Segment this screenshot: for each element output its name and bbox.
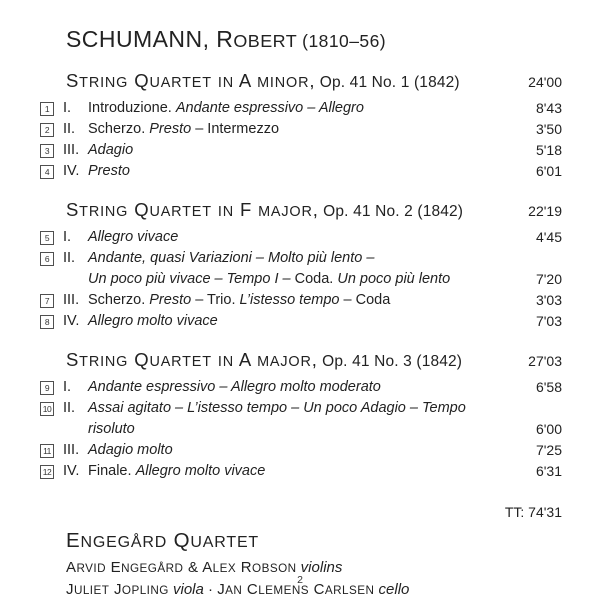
page-content — [40, 0, 562, 595]
total-time: TT: 74'31 — [504, 504, 562, 520]
title-segment: Un poco più lento — [337, 271, 451, 287]
track-duration: 7'03 — [535, 313, 562, 329]
work-section — [40, 198, 562, 332]
track-title — [88, 119, 512, 140]
work-opus: Op. 41 No. 1 (1842) — [319, 74, 460, 91]
work-heading-text — [66, 348, 462, 374]
movement-numeral: III. — [63, 142, 80, 158]
ensemble-name: ENGEGÅRD QUARTET — [66, 529, 260, 552]
title-segment: Assai agitato – L’istesso tempo – Un poco Adagio – Tempo risoluto — [88, 400, 466, 437]
track-number-box: 5 — [40, 231, 54, 245]
track-row — [40, 248, 562, 290]
movement-numeral: III. — [63, 292, 80, 308]
track-duration: 3'03 — [535, 292, 562, 308]
title-segment: – Trio. — [191, 292, 240, 308]
work-heading — [40, 198, 562, 224]
track-title — [88, 377, 512, 398]
title-segment: Allegro vivace — [88, 229, 179, 245]
works-list — [40, 69, 562, 482]
movement-numeral: IV. — [63, 463, 80, 479]
name-text: JAN CLEMENS CARLSEN — [217, 581, 375, 595]
track-number-cell — [40, 461, 63, 482]
title-segment: · — [203, 581, 218, 595]
track-duration: 4'45 — [535, 229, 562, 245]
movement-numeral: II. — [63, 400, 76, 416]
track-title — [88, 290, 512, 311]
movement-numeral: I. — [63, 379, 72, 395]
composer-heading — [40, 26, 562, 53]
track-title — [88, 98, 512, 119]
track-duration: 3'50 — [535, 121, 562, 137]
title-segment: Presto — [149, 121, 192, 137]
title-segment: Allegro molto vivace — [135, 463, 266, 479]
track-title-line — [88, 398, 512, 440]
track-title-line — [88, 311, 512, 332]
page-number: 2 — [297, 574, 303, 586]
title-segment: viola — [168, 581, 204, 595]
title-segment: cello — [374, 581, 410, 595]
track-number-cell — [40, 440, 63, 461]
track-number-cell — [40, 227, 63, 248]
track-duration: 8'43 — [535, 100, 562, 116]
work-section — [40, 348, 562, 482]
movement-numeral: I. — [63, 229, 72, 245]
track-duration: 7'20 — [535, 271, 562, 287]
name-text: JULIET JOPLING — [66, 581, 169, 595]
track-duration: 6'58 — [535, 379, 562, 395]
title-segment: Un poco più vivace – Tempo I – — [88, 271, 295, 287]
name-text: ARVID ENGEGÅRD & ALEX ROBSON — [66, 559, 297, 576]
track-title-line — [88, 290, 512, 311]
track-row — [40, 227, 562, 248]
track-title-line — [88, 377, 512, 398]
movement-numeral: III. — [63, 442, 80, 458]
track-number-box: 8 — [40, 315, 54, 329]
track-number-box: 4 — [40, 165, 54, 179]
track-number-cell — [40, 248, 63, 290]
track-row — [40, 398, 562, 440]
track-title-line — [88, 98, 512, 119]
movement-numeral: II. — [63, 250, 76, 266]
track-row — [40, 140, 562, 161]
track-number-cell — [40, 398, 63, 440]
track-number-box: 11 — [40, 444, 54, 458]
track-title — [88, 311, 512, 332]
composer-name: SCHUMANN, ROBERT — [66, 26, 298, 52]
title-segment: Presto — [88, 163, 130, 179]
track-number-cell — [40, 311, 63, 332]
title-segment: Scherzo. — [88, 292, 150, 308]
track-title-line — [88, 161, 512, 182]
track-title-line — [88, 227, 512, 248]
track-duration: 5'18 — [535, 142, 562, 158]
work-heading — [40, 348, 562, 374]
work-heading — [40, 69, 562, 95]
track-title — [88, 227, 512, 248]
track-duration: 7'25 — [535, 442, 562, 458]
track-title — [88, 161, 512, 182]
title-segment: Coda. — [294, 271, 338, 287]
composer-dates: (1810–56) — [302, 31, 387, 51]
track-title-line — [88, 140, 512, 161]
track-title — [88, 140, 512, 161]
work-heading-text — [66, 69, 460, 95]
track-number-cell — [40, 290, 63, 311]
track-title — [88, 248, 512, 290]
track-title — [88, 398, 512, 440]
track-row — [40, 377, 562, 398]
title-segment: Scherzo. — [88, 121, 150, 137]
track-number-box: 7 — [40, 294, 54, 308]
movement-numeral: IV. — [63, 163, 80, 179]
track-row — [40, 98, 562, 119]
title-segment: – Coda — [339, 292, 391, 308]
title-segment: L’istesso tempo — [239, 292, 340, 308]
track-row — [40, 119, 562, 140]
movement-numeral: IV. — [63, 313, 80, 329]
track-duration: 6'01 — [535, 163, 562, 179]
title-segment: – Intermezzo — [191, 121, 280, 137]
track-number-box: 10 — [40, 402, 54, 416]
track-title-line — [88, 119, 512, 140]
track-number-cell — [40, 377, 63, 398]
title-segment: Presto — [149, 292, 192, 308]
work-title: STRING QUARTET IN A MAJOR, — [66, 349, 318, 370]
work-heading-text — [66, 198, 463, 224]
work-title: STRING QUARTET IN F MAJOR, — [66, 199, 319, 220]
track-title-line — [88, 440, 512, 461]
work-opus: Op. 41 No. 3 (1842) — [322, 353, 463, 370]
track-number-box: 6 — [40, 252, 54, 266]
work-title: STRING QUARTET IN A MINOR, — [66, 70, 316, 91]
movement-numeral: I. — [63, 100, 72, 116]
track-number-cell — [40, 161, 63, 182]
track-number-cell — [40, 140, 63, 161]
track-number-box: 12 — [40, 465, 54, 479]
track-duration: 6'00 — [535, 421, 562, 437]
title-segment: Andante espressivo – Allegro — [175, 100, 364, 116]
track-title-line — [88, 461, 512, 482]
track-number-box: 9 — [40, 381, 54, 395]
title-segment: Allegro molto vivace — [88, 313, 218, 329]
track-row — [40, 440, 562, 461]
track-number-cell — [40, 119, 63, 140]
movement-numeral: II. — [63, 121, 76, 137]
work-duration: 22'19 — [528, 203, 562, 219]
title-segment: Adagio molto — [88, 442, 173, 458]
work-duration: 27'03 — [528, 353, 562, 369]
track-row — [40, 161, 562, 182]
track-row — [40, 290, 562, 311]
track-title-line — [88, 269, 512, 290]
track-title — [88, 461, 512, 482]
track-number-box: 2 — [40, 123, 54, 137]
track-row — [40, 311, 562, 332]
work-opus: Op. 41 No. 2 (1842) — [323, 203, 464, 220]
track-number-box: 1 — [40, 102, 54, 116]
track-row — [40, 461, 562, 482]
track-number-box: 3 — [40, 144, 54, 158]
track-title-line — [88, 248, 512, 269]
track-duration: 6'31 — [535, 463, 562, 479]
work-duration: 24'00 — [528, 74, 562, 90]
title-segment: violins — [296, 559, 343, 576]
track-number-cell — [40, 98, 63, 119]
title-segment: Finale. — [88, 463, 136, 479]
title-segment: Andante, quasi Variazioni – Molto più lento – — [88, 250, 375, 266]
title-segment: Adagio — [88, 142, 134, 158]
title-segment: Andante espressivo – Allegro molto moderato — [88, 379, 381, 395]
work-section — [40, 69, 562, 182]
track-title — [88, 440, 512, 461]
title-segment: Introduzione. — [88, 100, 176, 116]
